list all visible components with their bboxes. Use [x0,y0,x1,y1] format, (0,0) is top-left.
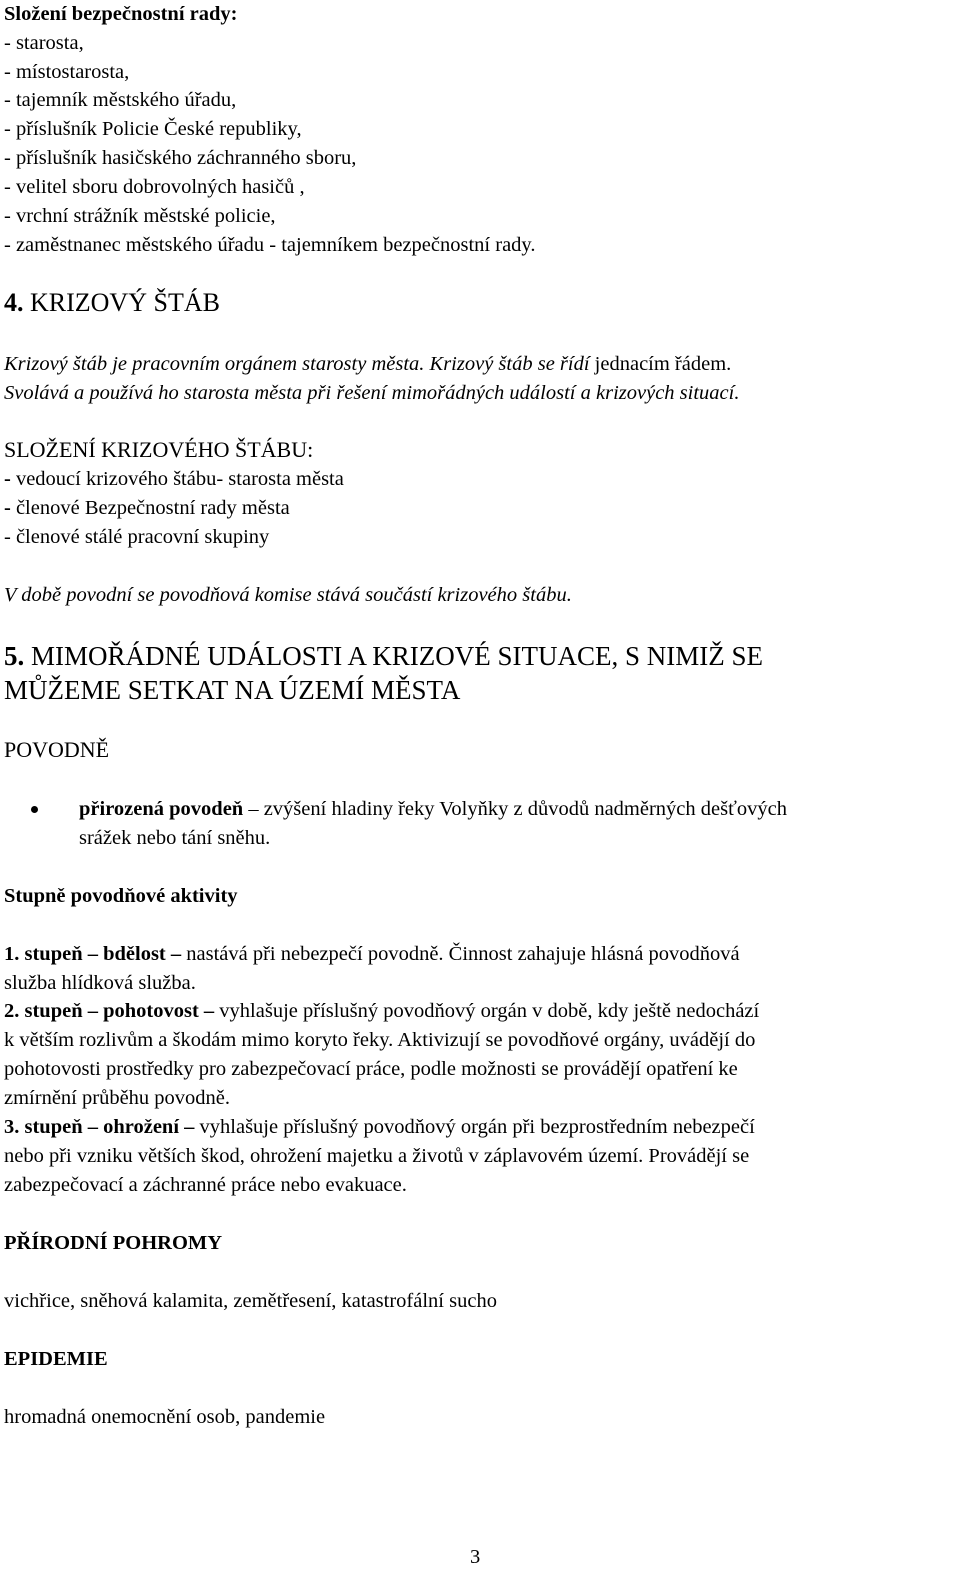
crisis-staff-intro-rest: jednacím řádem. [589,353,732,375]
natural-flood-bullet-line2: srážek nebo tání sněhu. [79,827,271,849]
bullet-icon [31,806,38,813]
natural-flood-bullet-line1 [79,797,787,821]
composition-dash: - [4,468,11,490]
composition-item [4,525,269,549]
composition-text: vedoucí krizového štábu- starosta města [10,468,344,490]
stage-2-line3: pohotovosti prostředky pro zabezpečovací práce, podle možnosti se provádějí opatření ke [4,1058,738,1080]
crisis-staff-intro-line2: Svolává a používá ho starosta města při řešení mimořádných událostí a krizových situací. [4,382,740,404]
floods-heading: POVODNĚ [4,737,110,762]
stage-2-text: vyhlašuje příslušný povodňový orgán v době, kdy ještě nedochází [214,1000,760,1022]
crisis-staff-intro-italic: Krizový štáb je pracovním orgánem starosty města. Krizový štáb se řídí [4,353,590,375]
natural-flood-description: – zvýšení hladiny řeky Volyňky z důvodů nadměrných dešťových [243,798,787,820]
natural-flood-term: přirozená povodeň [79,798,244,820]
stage-3-line2: nebo při vzniku větších škod, ohrožení majetku a životů v záplavovém území. Provádějí se [4,1145,750,1167]
flood-stages-heading: Stupně povodňové aktivity [4,885,238,907]
natural-disasters-text: vichřice, sněhová kalamita, zemětřesení, katastrofální sucho [4,1290,497,1312]
stage-2-line1 [4,999,759,1023]
epidemics-text: hromadná onemocnění osob, pandemie [4,1406,326,1428]
stage-1-line1 [4,942,740,966]
section-5-title-line2: MŮŽEME SETKAT NA ÚZEMÍ MĚSTA [4,675,461,705]
council-member: - místostarosta, [4,61,130,83]
composition-item [4,467,344,491]
council-member: - vrchní strážník městské policie, [4,205,276,227]
section-5-heading-line1 [4,640,763,672]
stage-3-line1 [4,1115,755,1139]
stage-2-label: 2. stupeň – pohotovost – [4,1000,215,1022]
crisis-staff-intro-line1 [4,352,731,376]
crisis-staff-composition-heading: SLOŽENÍ KRIZOVÉHO ŠTÁBU: [4,437,314,462]
council-member: - starosta, [4,32,84,54]
epidemics-heading: EPIDEMIE [4,1348,108,1370]
stage-1-label: 1. stupeň – bdělost – [4,943,182,965]
section-4-title: KRIZOVÝ ŠTÁB [30,288,220,317]
stage-3-text: vyhlašuje příslušný povodňový orgán při bezprostředním nebezpečí [194,1116,755,1138]
page-number: 3 [470,1546,481,1568]
composition-text: členové Bezpečnostní rady města [10,497,290,519]
council-member: - zaměstnanec městského úřadu - tajemníkem bezpečnostní rady. [4,234,536,256]
stage-3-label: 3. stupeň – ohrožení – [4,1116,195,1138]
composition-text: - členové stálé pracovní skupiny [4,526,270,548]
flood-commission-note: V době povodní se povodňová komise stává součástí krizového štábu. [4,584,572,606]
composition-dash: - [4,497,11,519]
stage-1-line2: služba hlídková služba. [4,972,196,994]
council-member: - příslušník hasičského záchranného sboru, [4,147,357,169]
section-4-heading [4,288,220,318]
council-member: - tajemník městského úřadu, [4,89,237,111]
natural-disasters-heading: PŘÍRODNÍ POHROMY [4,1232,223,1254]
section-4-number: 4. [4,288,24,317]
section-5-number: 5. [4,641,25,671]
section-5-title-line1: MIMOŘÁDNÉ UDÁLOSTI A KRIZOVÉ SITUACE, S NIMIŽ SE [31,641,763,671]
council-member: - příslušník Policie České republiky, [4,118,302,140]
council-heading: Složení bezpečnostní rady: [4,3,238,25]
council-member: - velitel sboru dobrovolných hasičů , [4,176,305,198]
stage-2-line2: k větším rozlivům a škodám mimo koryto řeky. Aktivizují se povodňové orgány, uvádějí do [4,1029,756,1051]
stage-1-text: nastává při nebezpečí povodně. Činnost zahajuje hlásná povodňová [181,943,740,965]
stage-2-line4: zmírnění průběhu povodně. [4,1087,231,1109]
composition-item [4,496,290,520]
stage-3-line3: zabezpečovací a záchranné práce nebo evakuace. [4,1174,407,1196]
